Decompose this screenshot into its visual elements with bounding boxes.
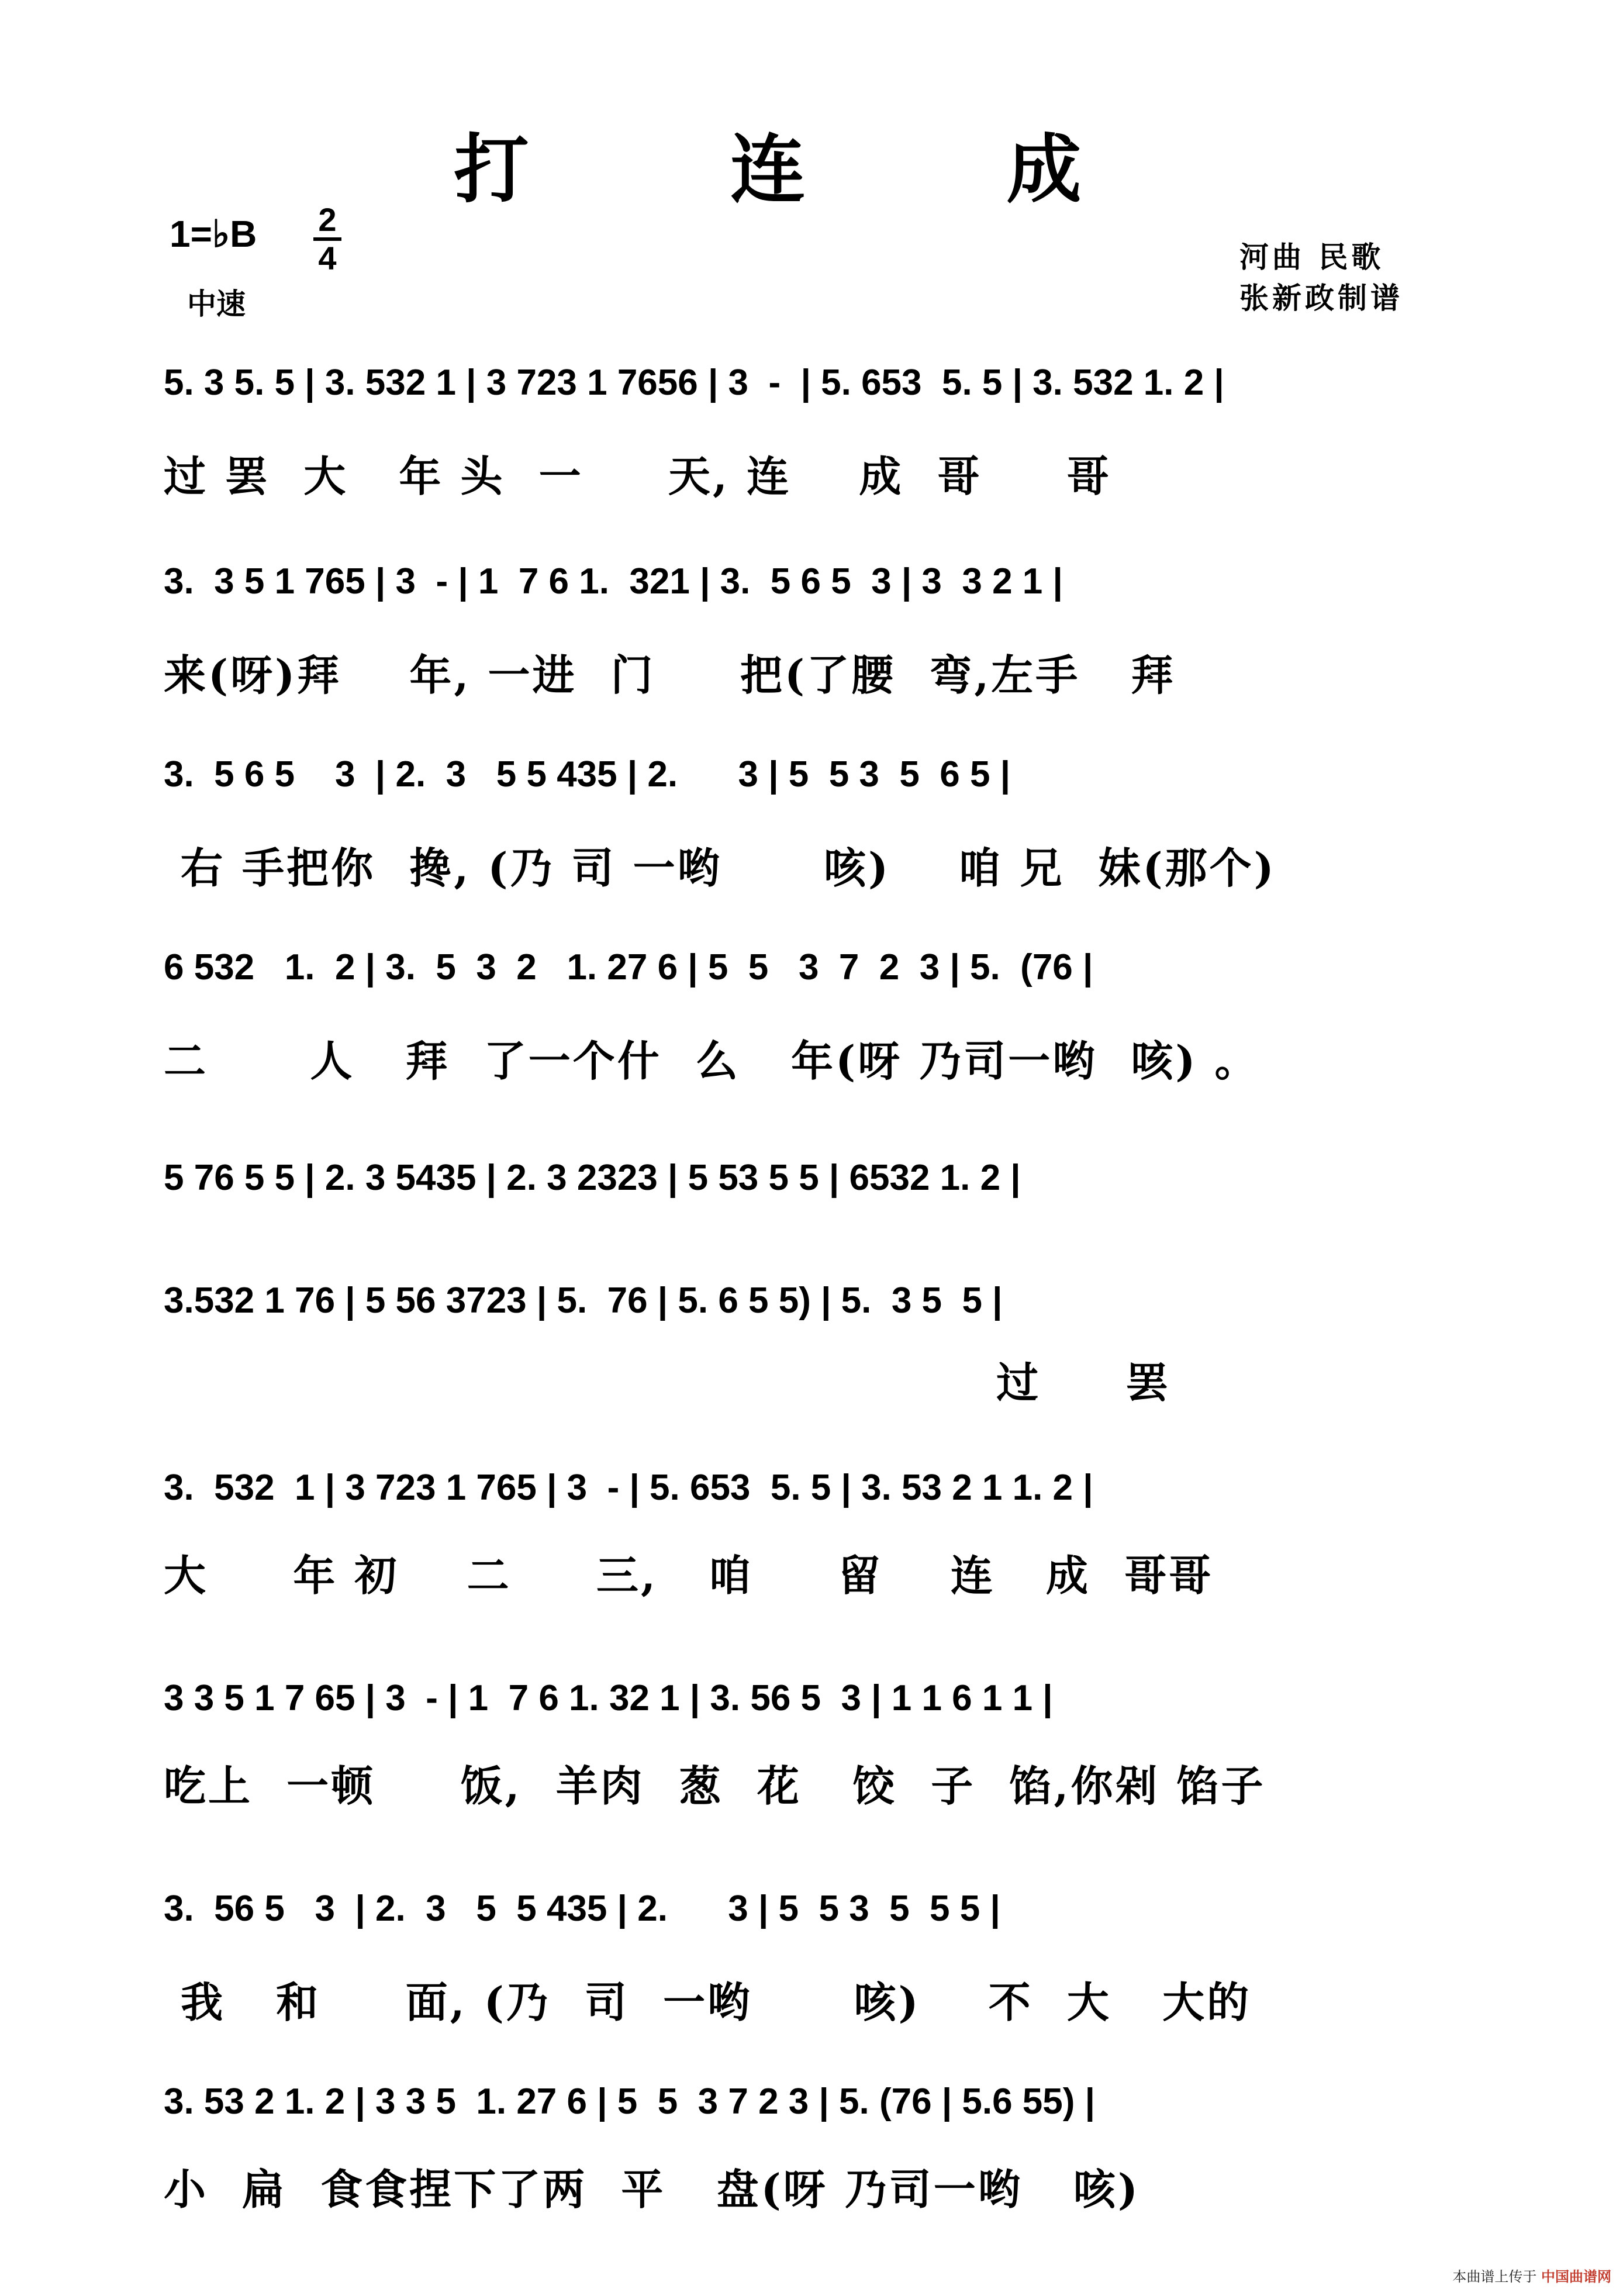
notation-line: 3. 532 1 | 3 723 1 765 | 3 - | 5. 653 5. 5 | 3. 53 2 1 1. 2 | xyxy=(164,1468,1093,1508)
page-title: 打 连 成 xyxy=(454,126,1169,213)
footer-brand-logo: 中国曲谱网 xyxy=(1541,2269,1611,2285)
footer-watermark xyxy=(1452,2265,1611,2285)
lyric-line: 右 手把你 搀, (乃 司 一哟 咳) 咱 兄 妹(那个) xyxy=(164,843,1276,893)
lyric-line: 小 扁 食食捏下了两 平 盘(呀 乃司一哟 咳) xyxy=(164,2164,1140,2214)
notation-line: 3.532 1 76 | 5 56 3723 | 5. 76 | 5. 6 5 5) | 5. 3 5 5 | xyxy=(164,1280,1003,1321)
time-signature-top: 2 xyxy=(318,201,337,238)
lyric-line: 二 人 拜 了一个什 么 年(呀 乃司一哟 咳) 。 xyxy=(164,1036,1259,1086)
genre-credit: 河曲 民歌 xyxy=(1239,240,1384,274)
lyric-line: 过 罢 大 年 头 一 天, 连 成 哥 哥 xyxy=(164,451,1111,501)
notation-line: 6 532 1. 2 | 3. 5 3 2 1. 27 6 | 5 5 3 7 2 3 | 5. (76 | xyxy=(164,947,1093,988)
notation-line: 3. 5 6 5 3 | 2. 3 5 5 435 | 2. 3 | 5 5 3 5 6 5 | xyxy=(164,754,1011,795)
key-signature: 1=♭B xyxy=(170,213,257,255)
tempo-marking: 中速 xyxy=(187,287,246,321)
lyric-line: 过 罢 xyxy=(164,1358,1170,1407)
time-signature xyxy=(310,203,345,275)
time-signature-bottom: 4 xyxy=(318,240,337,277)
notation-line: 5 76 5 5 | 2. 3 5435 | 2. 3 2323 | 5 53 5 5 | 6532 1. 2 | xyxy=(164,1158,1021,1198)
lyric-line: 吃上 一顿 饭, 羊肉 葱 花 饺 子 馅,你剁 馅子 xyxy=(164,1761,1266,1811)
notation-line: 3. 53 2 1. 2 | 3 3 5 1. 27 6 | 5 5 3 7 2 3 | 5. (76 | 5.6 55) | xyxy=(164,2081,1095,2122)
notation-line: 3. 56 5 3 | 2. 3 5 5 435 | 2. 3 | 5 5 3 5 5 5 | xyxy=(164,1888,1000,1929)
lyric-line: 大 年 初 二 三, 咱 留 连 成 哥哥 xyxy=(164,1551,1214,1600)
footer-upload-text: 本曲谱上传于 xyxy=(1452,2269,1537,2285)
notation-line: 3 3 5 1 7 65 | 3 - | 1 7 6 1. 32 1 | 3. 56 5 3 | 1 1 6 1 1 | xyxy=(164,1678,1053,1718)
transcriber-credit: 张新政制谱 xyxy=(1239,281,1403,315)
notation-line: 3. 3 5 1 765 | 3 - | 1 7 6 1. 321 | 3. 5 6 5 3 | 3 3 2 1 | xyxy=(164,561,1063,602)
lyric-line: 我 和 面, (乃 司 一哟 咳) 不 大 大的 xyxy=(164,1977,1252,2027)
notation-line: 5. 3 5. 5 | 3. 532 1 | 3 723 1 7656 | 3 - | 5. 653 5. 5 | 3. 532 1. 2 | xyxy=(164,362,1224,403)
lyric-line: 来(呀)拜 年, 一进 门 把(了腰 弯,左手 拜 xyxy=(164,650,1176,700)
